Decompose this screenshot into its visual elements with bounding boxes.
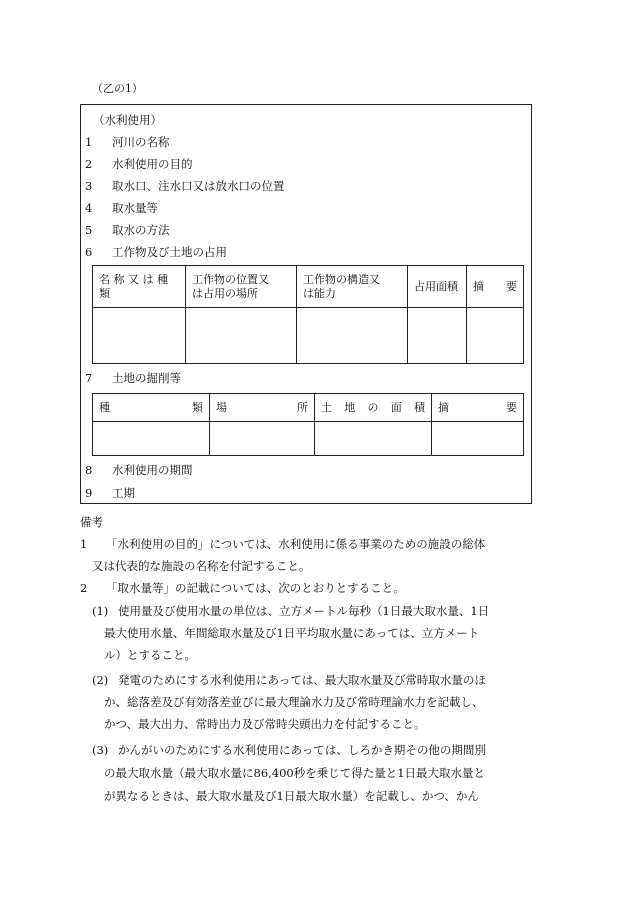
cell-empty <box>93 422 210 456</box>
item-7: 7 土地の掘削等 <box>85 371 181 385</box>
sub-1-line1: 使用量及び使用水量の単位は、立方メートル毎秒（1日最大取水量、1日 <box>118 604 490 618</box>
cell-empty <box>315 422 432 456</box>
application-form-box <box>80 104 532 504</box>
remark-2-num: 2 <box>80 581 88 595</box>
sub-3-line1: かんがいのためにする水利使用にあっては、しろかき期その他の期間別 <box>118 743 486 757</box>
item-1: 1 河川の名称 <box>85 135 170 149</box>
item-3: 3 取水口、注水口又は放水口の位置 <box>85 179 285 193</box>
excavation-table <box>92 393 524 456</box>
header-type: 種 類 <box>93 394 210 422</box>
sub-3-line3: が異なるときは、最大取水量及び1日最大取水量）を記載し、かつ、かん <box>104 789 479 803</box>
header-remarks: 摘 要 <box>467 266 524 308</box>
table-row <box>93 308 524 364</box>
item-4: 4 取水量等 <box>85 201 158 215</box>
header-name-type: 名 称 又 は 種 類 <box>93 266 186 308</box>
remark-2-line1: 「取水量等」の記載については、次のとおりとすること。 <box>106 581 405 595</box>
form-label: （乙の1） <box>92 82 143 95</box>
item-9: 9 工期 <box>85 486 135 500</box>
sub-2-line2: か、総落差及び有効落差並びに最大理論水力及び常時理論水力を記載し、 <box>104 695 484 709</box>
cell-empty <box>93 308 186 364</box>
item-5: 5 取水の方法 <box>85 223 170 237</box>
occupancy-table <box>92 265 524 364</box>
sub-2-line1: 発電のためにする水利使用にあっては、最大取水量及び常時取水量のほ <box>118 673 486 687</box>
sub-3-num: (3) <box>92 743 109 757</box>
sub-2-num: (2) <box>92 673 109 687</box>
header-area: 占用面積 <box>408 266 467 308</box>
cell-empty <box>186 308 297 364</box>
header-place: 場 所 <box>210 394 315 422</box>
sub-3-line2: の最大取水量（最大取水量に86,400秒を乗じて得た量と1日最大取水量と <box>104 766 486 780</box>
header-remarks: 摘 要 <box>432 394 524 422</box>
sub-1-num: (1) <box>92 604 109 618</box>
item-2: 2 水利使用の目的 <box>85 157 193 171</box>
cell-empty <box>432 422 524 456</box>
sub-1-line2: 最大使用水量、年間総取水量及び1日平均取水量にあっては、立方メート <box>104 626 480 640</box>
item-6: 6 工作物及び土地の占用 <box>85 245 227 259</box>
header-location: 工作物の位置又 は占用の場所 <box>186 266 297 308</box>
remarks-title: 備考 <box>80 515 103 529</box>
cell-empty <box>408 308 467 364</box>
cell-empty <box>297 308 408 364</box>
remark-1-line2: 又は代表的な施設の名称を付記すること。 <box>92 559 311 573</box>
table-row <box>93 422 524 456</box>
remark-1-num: 1 <box>80 537 88 551</box>
sub-2-line3: かつ、最大出力、常時出力及び常時尖頭出力を付記すること。 <box>104 717 426 731</box>
header-structure: 工作物の構造又 は能力 <box>297 266 408 308</box>
section-title: （水利使用） <box>93 113 162 127</box>
remark-1-line1: 「水利使用の目的」については、水利使用に係る事業のための施設の総体 <box>106 537 486 551</box>
cell-empty <box>210 422 315 456</box>
sub-1-line3: ル）とすること。 <box>104 648 196 662</box>
header-land-area: 土 地 の 面 積 <box>315 394 432 422</box>
cell-empty <box>467 308 524 364</box>
item-8: 8 水利使用の期間 <box>85 463 193 477</box>
